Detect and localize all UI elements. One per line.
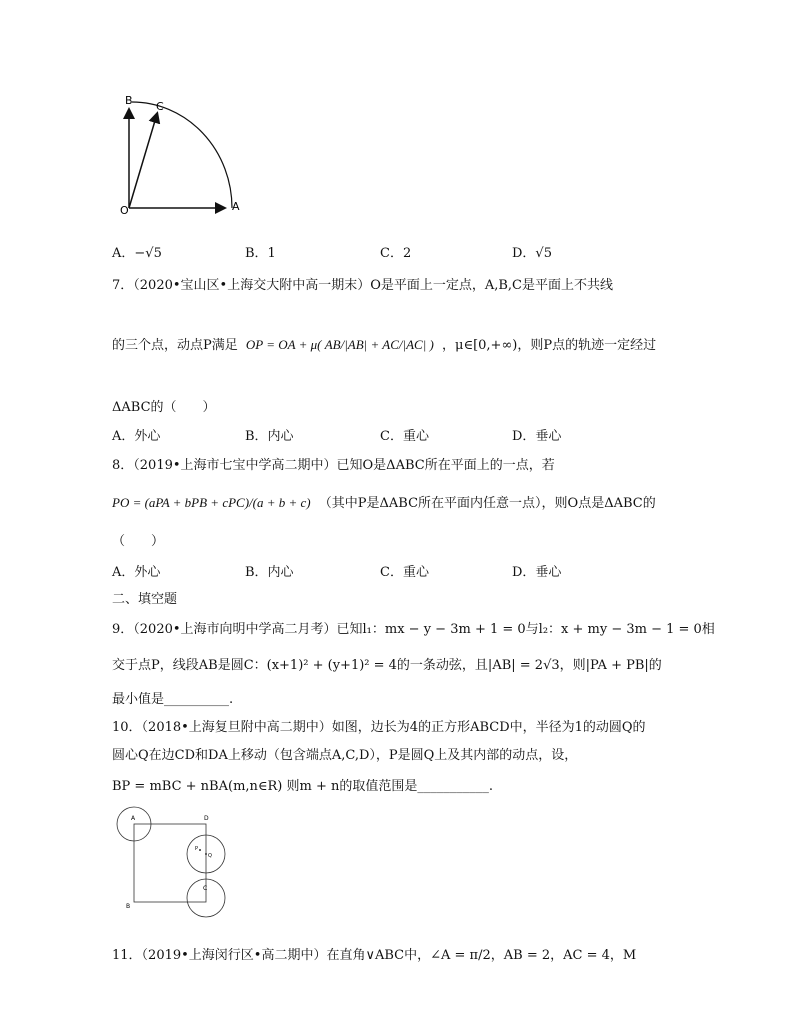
label-c: C (156, 100, 164, 113)
q8-option-a: A．外心 (112, 565, 161, 580)
q8-option-b: B．内心 (245, 565, 294, 580)
label-b: B (125, 94, 133, 107)
section-title: 二、填空题 (112, 592, 178, 607)
q10-line3: BP = mBC + nBA(m,n∈R) 则m + n的取值范围是___________. (112, 779, 494, 794)
q10-line1: 10．（2018•上海复旦附中高二期中）如图，边长为4的正方形ABCD中，半径为1的动圆Q的 (112, 720, 646, 735)
q8-line2 (112, 492, 656, 511)
q7-option-c: C．重心 (380, 429, 429, 444)
q6-option-b: B．1 (245, 246, 276, 261)
q8-line3: （ ） (112, 534, 165, 549)
q6-option-a: A．−√5 (112, 246, 162, 261)
q8-formula: PO = (aPA + bPB + cPC)/(a + b + c) (112, 495, 311, 510)
q9-line2: 交于点P，线段AB是圆C：(x+1)² + (y+1)² = 4的一条动弦，且|AB| = 2√3，则|PA + PB|的 (112, 658, 662, 673)
q10-line2: 圆心Q在边CD和DA上移动（包含端点A,C,D），P是圆Q上及其内部的动点，设， (112, 748, 578, 763)
point-q (205, 853, 207, 855)
q7-option-a: A．外心 (112, 429, 161, 444)
quarter-arc (132, 102, 232, 208)
q7-option-b: B．内心 (245, 429, 294, 444)
figure-quarter-circle (112, 92, 252, 222)
square-abcd (134, 824, 206, 902)
q8-line1: 8．（2019•上海市七宝中学高二期中）已知O是ΔABC所在平面上的一点，若 (112, 458, 555, 473)
q8-option-c: C．重心 (380, 565, 429, 580)
q11-line1: 11．（2019•上海闵行区•高二期中）在直角∨ABC中，∠A = π/2，AB = 2，AC = 4，M (112, 948, 637, 963)
q7-line2-mid: ，μ∈[0,+∞)，则P点的轨迹一定经过 (442, 338, 657, 353)
q9-line3: 最小值是__________. (112, 692, 234, 707)
q6-option-c: C．2 (380, 246, 412, 261)
q6-option-d: D．√5 (512, 246, 552, 261)
label-a: A (131, 815, 136, 822)
q8-option-d: D．垂心 (512, 565, 562, 580)
q7-line2 (112, 334, 656, 353)
vector-oc (129, 114, 157, 208)
label-o: O (120, 204, 129, 217)
q7-line2-pre: 的三个点，动点P满足 (112, 338, 238, 353)
label-a: A (232, 200, 240, 213)
label-p: P (195, 846, 199, 852)
point-p (199, 849, 201, 851)
label-c: C (203, 885, 208, 892)
label-d: D (204, 815, 209, 822)
q7-line3: ΔABC的（ ） (112, 400, 216, 415)
q7-option-d: D．垂心 (512, 429, 562, 444)
q7-formula: OP = OA + μ( AB/|AB| + AC/|AC| ) (245, 337, 434, 352)
label-q: Q (208, 853, 212, 859)
figure-square-circles (112, 806, 242, 926)
q8-line2-post: （其中P是ΔABC所在平面内任意一点），则O点是ΔABC的 (318, 496, 656, 511)
label-b: B (126, 903, 131, 910)
q9-line1: 9．（2020•上海市向明中学高二月考）已知l₁：mx − y − 3m + 1 = 0与l₂：x + my − 3m − 1 = 0相 (112, 622, 715, 637)
q7-line1: 7．（2020•宝山区•上海交大附中高一期末）O是平面上一定点，A,B,C是平面上不共线 (112, 278, 614, 293)
